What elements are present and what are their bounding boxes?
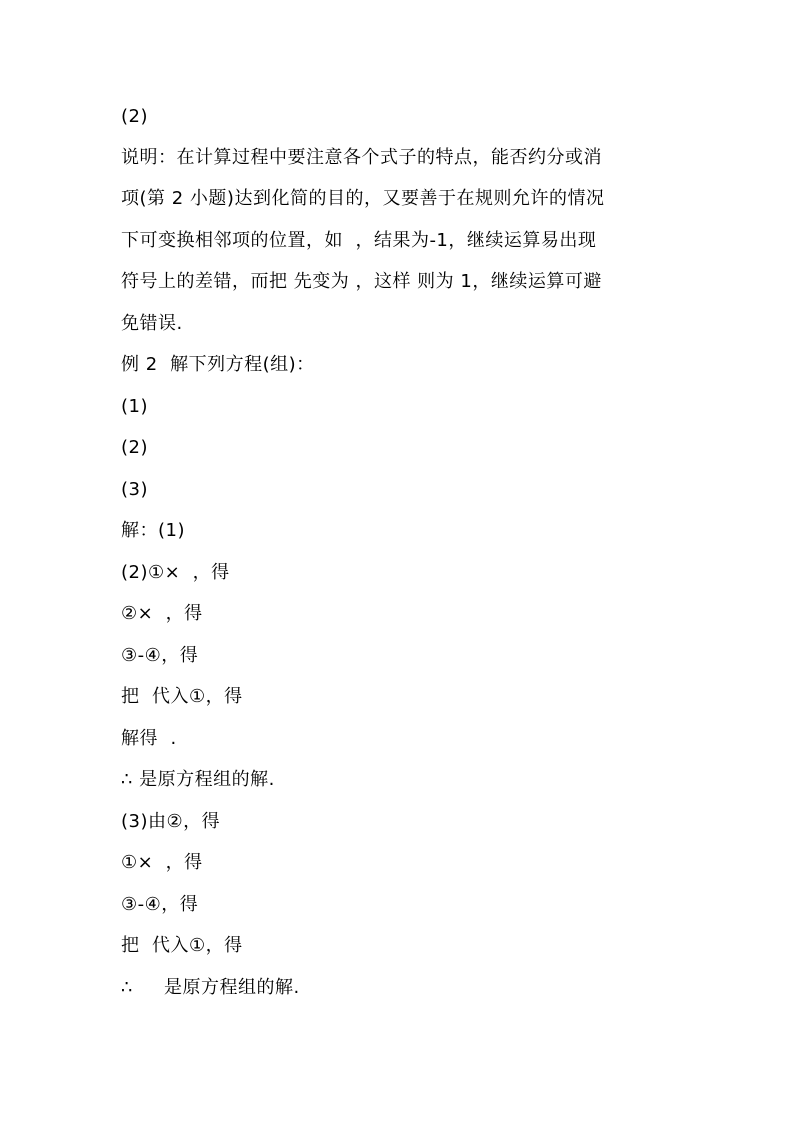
text-line-18: (3)由②，得: [121, 811, 221, 832]
text-line-10: (3): [121, 479, 148, 500]
text-line-9: (2): [121, 437, 148, 458]
text-line-15: 把 代入①，得: [121, 686, 243, 707]
text-line-14: ③-④，得: [121, 645, 199, 666]
text-line-20: ③-④，得: [121, 894, 199, 915]
text-line-1: (2): [121, 106, 148, 127]
text-line-2: 说明：在计算过程中要注意各个式子的特点，能否约分或消: [121, 147, 602, 168]
text-line-4: 下可变换相邻项的位置，如 ，结果为-1，继续运算易出现: [121, 230, 597, 251]
text-line-22: ∴ 是原方程组的解.: [121, 977, 300, 998]
text-line-16: 解得 .: [121, 728, 177, 749]
text-line-3: 项(第 2 小题)达到化简的目的，又要善于在规则允许的情况: [121, 188, 605, 209]
text-line-21: 把 代入①，得: [121, 935, 243, 956]
example-heading: 例 2 解下列方程(组)：: [121, 354, 315, 375]
text-line-17: ∴ 是原方程组的解.: [121, 769, 275, 790]
text-line-6: 免错误.: [121, 313, 183, 334]
text-line-8: (1): [121, 396, 148, 417]
text-line-11: 解：(1): [121, 520, 185, 541]
text-line-19: ①× ，得: [121, 852, 203, 873]
text-line-12: (2)①× ，得: [121, 562, 230, 583]
text-line-5: 符号上的差错，而把 先变为 ，这样 则为 1，继续运算可避: [121, 271, 602, 292]
text-line-13: ②× ，得: [121, 603, 203, 624]
